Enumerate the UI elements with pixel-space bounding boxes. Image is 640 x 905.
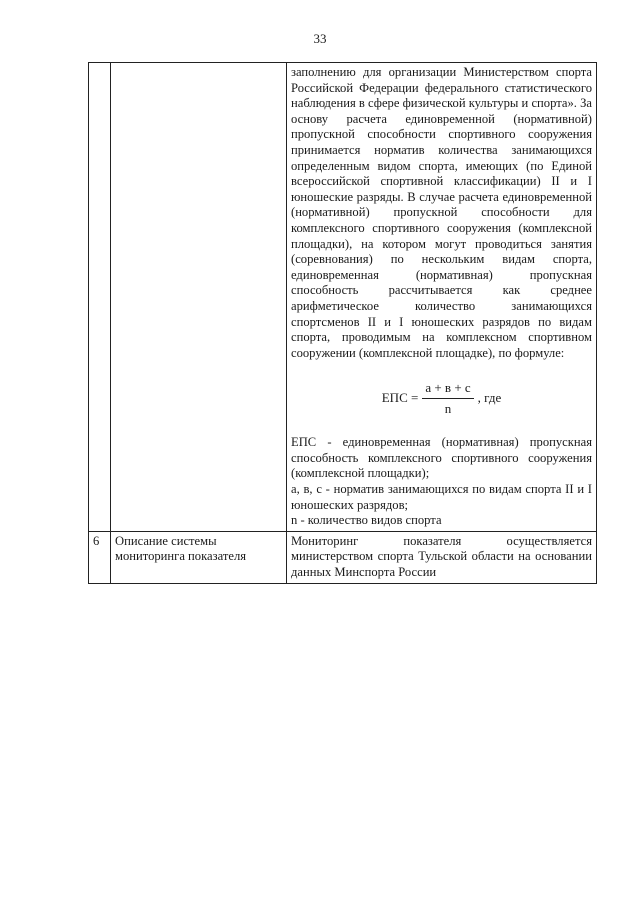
legend-abc: а, в, с - норматив занимающихся по видам спорта II и I юношеских разрядов; (291, 482, 592, 512)
formula-numerator: а + в + с (422, 380, 473, 399)
eps-formula (291, 375, 592, 421)
row-content-cell: Мониторинг показателя осуществляется министерством спорта Тульской области на основании данных Минспорта России (287, 531, 597, 583)
table-row-continued (89, 63, 597, 532)
legend-n: n - количество видов спорта (291, 513, 442, 528)
row-number-cell (89, 63, 111, 532)
row-content-cell (287, 63, 597, 532)
calculation-paragraph: заполнению для организации Министерством спорта Российской Федерации федерального статистического наблюдения в сфере физической культуры и спорта». За основу расчета единовременной (нормативной) пропускной способности спортивного сооружения принимается норматив количества занимающихся определенным видом спорта, имеющих (по Единой всероссийской спортивной классификации) II и I юношеские разряды. В случае расчета единовременной (нормативной) пропускной способности для комплексного спортивного сооружения (комплексной площадки), на котором могут проводиться занятия (соревнования) по нескольким видам спорта, единовременная (нормативная) пропускная способность рассчитывается как среднее арифметическое количество занимающихся спортсменов II и I юношеских разрядов по видам спорта, проводимым на комплексном спортивном сооружении (комплексной площадке), по формуле: (291, 65, 592, 360)
row-label-cell (111, 63, 287, 532)
formula-suffix: , где (477, 390, 502, 406)
legend-eps: ЕПС - единовременная (нормативная) пропускная способность комплексного спортивного сооружения (комплексной площадки); (291, 435, 592, 481)
formula-denominator: n (444, 400, 452, 416)
row-label-cell: Описание системы мониторинга показателя (111, 531, 287, 583)
indicator-table (88, 62, 597, 584)
formula-fraction (422, 380, 473, 416)
page-number: 33 (313, 31, 327, 46)
row-number-cell: 6 (89, 531, 111, 583)
table-row-6 (89, 531, 597, 583)
formula-lhs: ЕПС = (381, 390, 419, 406)
